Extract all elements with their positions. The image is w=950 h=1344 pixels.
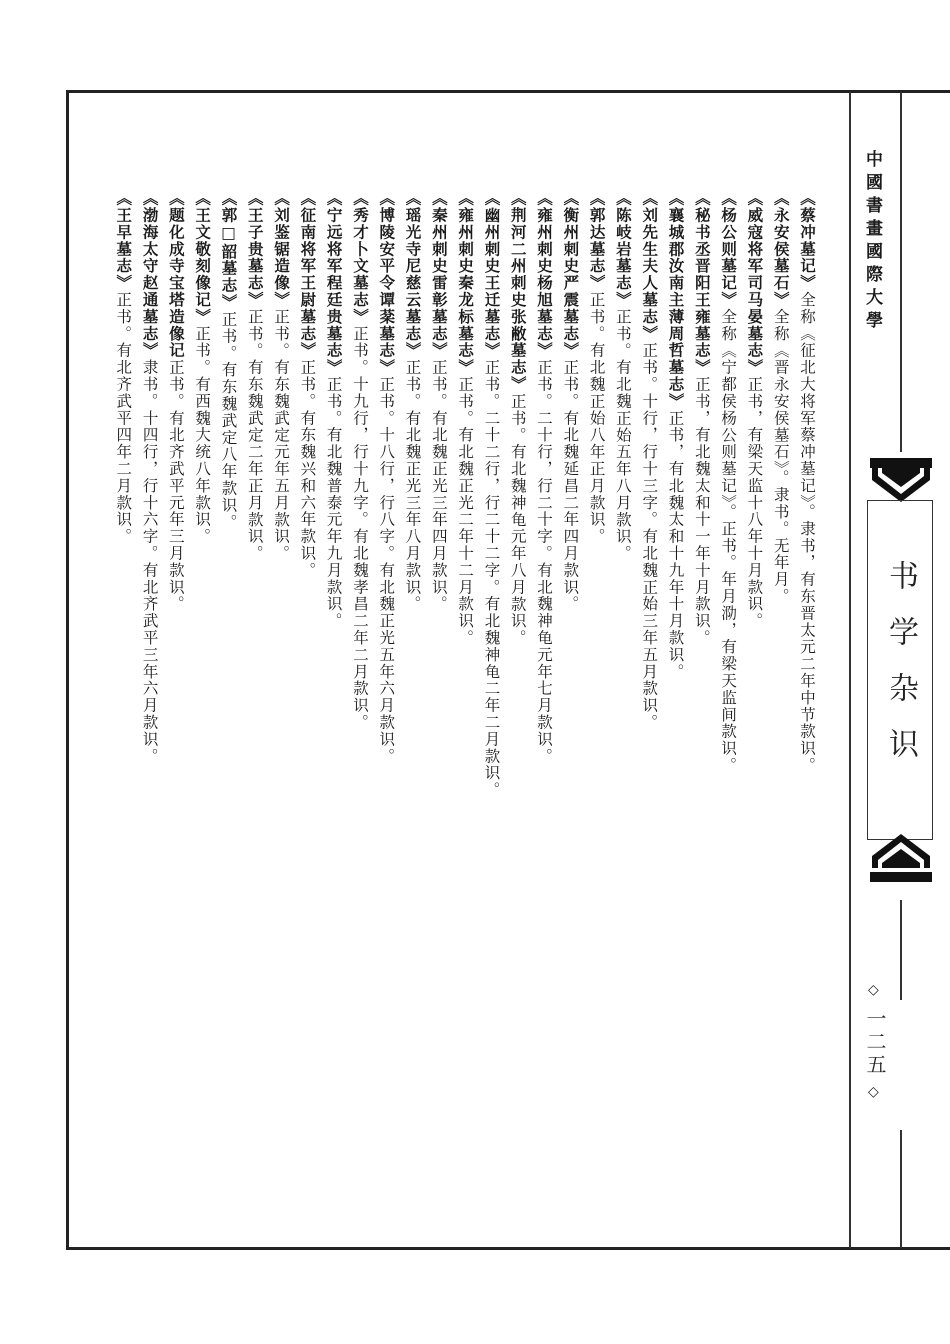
sidebar-divider — [849, 92, 851, 1248]
label-top-ornament — [872, 468, 930, 502]
entry-column — [373, 190, 399, 1190]
entry-column — [557, 190, 583, 1190]
entry-text: 隶书。十四行，行十六字。有北齐武平三年六月款识。 — [140, 359, 159, 765]
entry-text: 正书，有北魏太和十九年十月款识。 — [666, 409, 685, 681]
entry-title: 《荆河二州刺史张敝墓志》 — [508, 190, 527, 393]
entry-text: 正书。有北魏正光二年十二月款识。 — [456, 375, 475, 647]
entry-text: 正书。二十行，行二十字。有北魏神龟元年七月款识。 — [535, 359, 554, 765]
entry-column — [610, 190, 636, 1190]
label-top-bar — [870, 458, 932, 468]
entry-text: 正书，有梁天监十八年十月款识。 — [745, 375, 764, 630]
entry-text: 正书。有东魏兴和六年款识。 — [298, 359, 317, 579]
entry-text: 正书。有西魏大统八年款识。 — [193, 325, 212, 545]
university-name: 中國書畫國際大學 — [862, 150, 882, 334]
entry-text: 正书。有北齐武平四年二月款识。 — [114, 291, 133, 545]
entry-text: 正书。有东魏武定八年款识。 — [219, 310, 238, 531]
entry-column — [636, 190, 662, 1190]
entry-text: 全称《宁都侯杨公则墓记》。正书。年月泐，有梁天监间款识。 — [719, 308, 738, 774]
entry-text: 正书。十行，行十三字。有北魏正始三年五月款识。 — [640, 342, 659, 731]
entry-title: 《雍州刺史秦龙标墓志》 — [456, 190, 475, 376]
entry-title: 《刘先生夫人墓志》 — [640, 190, 659, 343]
entry-column — [478, 190, 504, 1190]
entry-column — [662, 190, 688, 1190]
entry-title: 《幽州刺史王迁墓志》 — [482, 190, 501, 359]
entry-column — [110, 190, 136, 1190]
entry-title: 《秀才卜文墓志》 — [350, 190, 369, 326]
sidebar-outer-rule — [900, 92, 902, 452]
entry-title: 《渤海太守赵通墓志》 — [140, 190, 159, 359]
entry-title: 《刘鉴锯造像》 — [272, 190, 291, 309]
label-bottom-bar — [870, 872, 932, 882]
entry-title: 《征南将军王尉墓志》 — [298, 190, 317, 359]
sidebar-outer-rule-lower — [900, 900, 902, 1000]
entry-text: 正书。十八行，行八字。有北魏正光五年六月款识。 — [377, 375, 396, 765]
entry-title: 《宁远将军程廷贵墓志》 — [324, 190, 343, 376]
entry-column — [583, 190, 609, 1190]
entry-text: 全称《晋永安侯墓石》。隶书。无年月。 — [771, 308, 790, 605]
entry-column — [794, 190, 820, 1190]
entry-title: 《秘书丞晋阳王雍墓志》 — [692, 190, 711, 376]
entry-title: 《蔡冲墓记》 — [798, 190, 816, 292]
entry-text: 正书。有北魏普泰元年九月款识。 — [324, 375, 343, 630]
entry-column — [399, 190, 425, 1190]
entry-column — [531, 190, 557, 1190]
entry-column — [715, 190, 741, 1190]
entry-text: 正书。有北齐武平元年三月款识。 — [166, 359, 185, 613]
entry-title: 《郭□韶墓志》 — [219, 190, 238, 311]
entry-text: 正书。有东魏武定二年正月款识。 — [245, 308, 264, 562]
label-bottom-ornament — [872, 834, 930, 868]
entry-title: 《杨公则墓记》 — [719, 190, 738, 309]
entry-title: 《王子贵墓志》 — [245, 190, 264, 309]
entry-title: 《秦州刺史雷彰墓志》 — [429, 190, 448, 359]
entry-column — [320, 190, 346, 1190]
entry-text: 正书。有东魏武定元年五月款识。 — [272, 308, 291, 562]
entry-text: 正书。有北魏正始五年八月款识。 — [613, 308, 632, 562]
entry-column — [767, 190, 793, 1190]
entry-title: 《襄城郡汝南主薄周哲墓志》 — [666, 190, 685, 410]
entry-text: 正书。十九行，行十九字。有北魏孝昌二年二月款识。 — [350, 325, 369, 731]
section-label: 书学杂识 — [883, 560, 918, 784]
entry-column — [347, 190, 373, 1190]
entry-title: 《威寇将军司马晏墓志》 — [745, 190, 764, 376]
entry-title: 《王早墓志》 — [114, 190, 133, 292]
entry-text: 正书。有北魏正始八年正月款识。 — [587, 291, 606, 545]
entry-title: 《衡州刺史严震墓志》 — [561, 190, 580, 359]
page-number: 一二五 — [863, 1008, 887, 1077]
entry-title: 《博陵安平令谭棻墓志》 — [377, 190, 396, 376]
diamond-icon: ◇ — [868, 1084, 879, 1100]
entry-column — [504, 190, 530, 1190]
entry-column — [163, 190, 189, 1190]
entry-text: 正书。有北魏延昌二年四月款识。 — [561, 359, 580, 613]
entry-text: 全称《征北大将军蔡冲墓记》。隶书，有东晋太元二年中节款识。 — [798, 291, 816, 774]
entry-title: 《王文敬刻像记》 — [193, 190, 212, 326]
entry-text: 正书。有北魏神龟元年八月款识。 — [508, 392, 527, 647]
entry-text: 正书。有北魏正光三年八月款识。 — [403, 359, 422, 613]
entry-column — [452, 190, 478, 1190]
entry-title: 《郭达墓志》 — [587, 190, 606, 292]
entry-title: 《陈岐岩墓志》 — [613, 190, 632, 309]
entry-column — [741, 190, 767, 1190]
entry-title: 《永安侯墓石》 — [771, 190, 790, 309]
entry-column — [136, 190, 162, 1190]
entry-column — [215, 190, 241, 1190]
entry-column — [189, 190, 215, 1190]
entry-text: 正书。二十二行，行二十二字。有北魏神龟二年二月款识。 — [482, 359, 501, 799]
entry-text: 正书。有北魏正光三年四月款识。 — [429, 359, 448, 613]
entry-text: 正书，有北魏太和十一年十月款识。 — [692, 375, 711, 647]
entry-title: 《题化成寺宝塔造像记 — [166, 190, 185, 359]
entry-list — [100, 190, 820, 1190]
entry-column — [268, 190, 294, 1190]
diamond-icon: ◇ — [868, 982, 879, 998]
entry-column — [241, 190, 267, 1190]
entry-column — [689, 190, 715, 1190]
entry-column — [426, 190, 452, 1190]
entry-title: 《瑶光寺尼慈云墓志》 — [403, 190, 422, 359]
sidebar-outer-rule-bottom — [900, 1130, 902, 1248]
entry-title: 《雍州刺史杨旭墓志》 — [535, 190, 554, 359]
entry-column — [294, 190, 320, 1190]
